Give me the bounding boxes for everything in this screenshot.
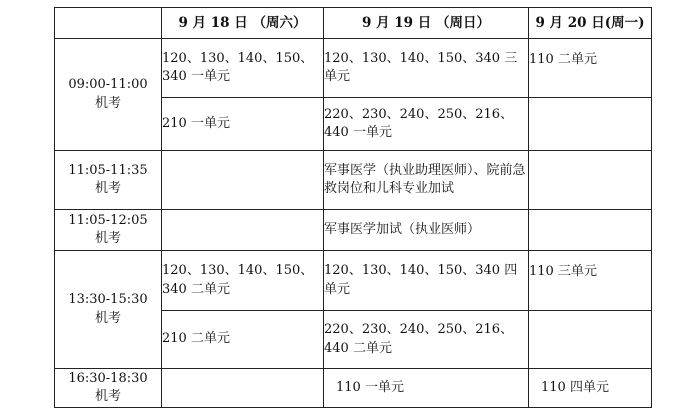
exam-cell: 210 一单元 — [162, 98, 324, 151]
exam-cell: 110 三单元 — [529, 251, 652, 311]
time-slot-cell — [55, 251, 162, 369]
header-day-3: 9 月 20 日(周一) — [529, 8, 652, 39]
time-slot-cell — [55, 369, 162, 408]
time-range: 16:30-18:30 — [68, 370, 148, 386]
exam-cell: 120、130、140、150、340 四单元 — [324, 251, 529, 311]
time-slot-cell — [55, 210, 162, 251]
header-corner-cell — [55, 8, 162, 39]
exam-cell — [529, 210, 652, 251]
time-range: 09:00-11:00 — [68, 77, 148, 93]
table-row — [55, 151, 652, 210]
exam-mode: 机考 — [94, 95, 121, 111]
time-slot-cell — [55, 151, 162, 210]
table-row — [55, 210, 652, 251]
table-row — [55, 39, 652, 98]
time-range: 13:30-15:30 — [68, 292, 148, 308]
table-row — [55, 251, 652, 311]
time-range: 11:05-11:35 — [68, 162, 148, 178]
table-row — [55, 369, 652, 408]
exam-schedule-table — [54, 7, 652, 408]
exam-cell — [162, 151, 324, 210]
exam-cell: 220、230、240、250、216、440 一单元 — [324, 98, 529, 151]
exam-cell — [529, 98, 652, 151]
exam-cell: 210 二单元 — [162, 311, 324, 369]
exam-cell: 110 二单元 — [529, 39, 652, 98]
exam-cell: 110 一单元 — [324, 369, 529, 408]
exam-cell — [529, 151, 652, 210]
exam-mode: 机考 — [94, 310, 121, 326]
time-slot-cell — [55, 39, 162, 151]
time-range: 11:05-12:05 — [68, 212, 148, 228]
header-day-1: 9 月 18 日 （周六） — [162, 8, 324, 39]
header-day-2: 9 月 19 日 （周日） — [324, 8, 529, 39]
exam-cell: 220、230、240、250、216、440 二单元 — [324, 311, 529, 369]
exam-cell: 120、130、140、150、340 一单元 — [162, 39, 324, 98]
exam-cell: 110 四单元 — [529, 369, 652, 408]
exam-cell: 军事医学（执业助理医师）、院前急救岗位和儿科专业加试 — [324, 151, 529, 210]
header-row — [55, 8, 652, 39]
exam-mode: 机考 — [94, 181, 121, 196]
exam-mode: 机考 — [94, 231, 121, 246]
exam-cell: 120、130、140、150、340 二单元 — [162, 251, 324, 311]
exam-cell — [529, 311, 652, 369]
exam-cell: 军事医学加试（执业医师） — [324, 210, 529, 251]
exam-cell: 120、130、140、150、340 三单元 — [324, 39, 529, 98]
exam-cell — [162, 369, 324, 408]
exam-cell — [162, 210, 324, 251]
exam-mode: 机考 — [94, 389, 121, 404]
